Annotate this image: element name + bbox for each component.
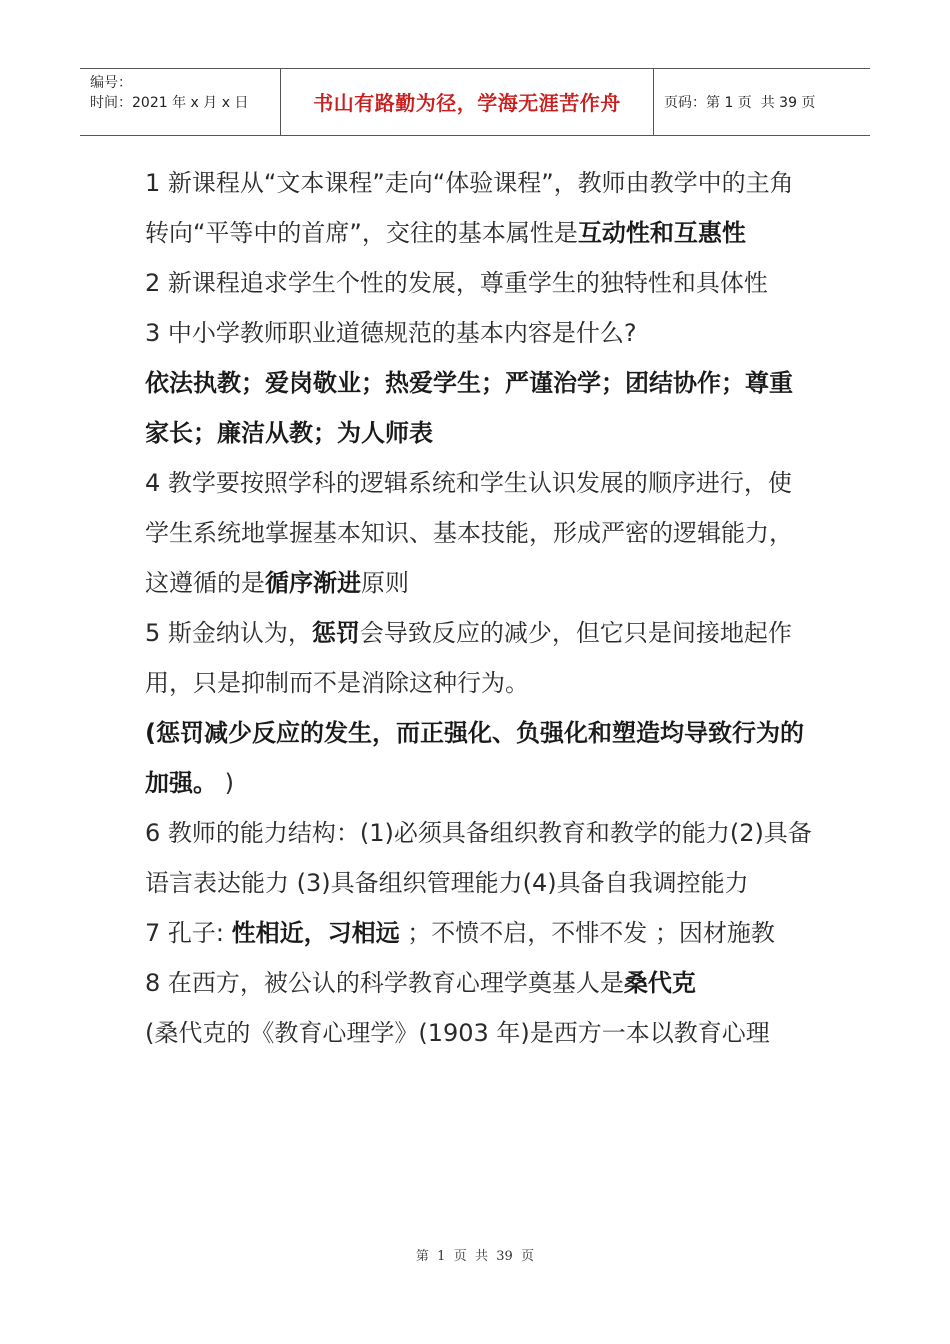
paragraph-5-emphasis: 惩罚: [311, 619, 360, 647]
document-time-label: 时间：2021 年 x 月 x 日: [90, 95, 249, 111]
paragraph-1-text: 1 新课程从“文本课程”走向“体验课程”，教师由教学中的主角转向“平等中的首席”，交往的基本属性是: [145, 169, 794, 247]
paragraph-7-text: 7 孔子:: [145, 919, 232, 947]
paragraph-5-note-close: ): [217, 769, 234, 797]
header-motto: 书山有路勤为径，学海无涯苦作舟: [281, 69, 654, 135]
paragraph-4-text: 4 教学要按照学科的逻辑系统和学生认识发展的顺序进行，使学生系统地掌握基本知识、基本技能，形成严密的逻辑能力，这遵循的是: [145, 469, 793, 597]
paragraph-3-answer-text: 依法执教；爱岗敬业；热爱学生；严谨治学；团结协作；尊重家长；廉洁从教；为人师表: [145, 369, 793, 447]
paragraph-8: [145, 958, 813, 1008]
paragraph-4-tail: 原则: [361, 569, 409, 597]
document-header: [80, 68, 870, 136]
header-meta-cell: [80, 69, 281, 135]
paragraph-5: [145, 608, 813, 708]
document-number-label: 编号：: [90, 75, 132, 91]
paragraph-7-tail: ；不愤不启，不悱不发 ；因材施教: [399, 919, 775, 947]
paragraph-1-emphasis: 互动性和互惠性: [577, 219, 746, 247]
paragraph-5-text: 5 斯金纳认为，: [145, 619, 312, 647]
paragraph-6: 6 教师的能力结构：(1)必须具备组织教育和教学的能力(2)具备语言表达能力 (3)具备组织管理能力(4)具备自我调控能力: [145, 819, 812, 897]
paragraph-7: [145, 908, 813, 958]
header-page-info: [654, 69, 870, 135]
paragraph-7-emphasis: 性相近，习相远: [231, 919, 400, 947]
paragraph-5-note: [145, 708, 813, 808]
paragraph-1: [145, 158, 813, 258]
paragraph-5-note-text: (惩罚减少反应的发生，而正强化、负强化和塑造均导致行为的加强。: [145, 719, 804, 797]
footer-page-number: 第 1 页 共 39 页: [415, 1249, 535, 1264]
paragraph-8-text: 8 在西方，被公认的科学教育心理学奠基人是: [145, 969, 624, 997]
paragraph-3: 3 中小学教师职业道德规范的基本内容是什么?: [145, 319, 637, 347]
paragraph-3-answer: [145, 358, 813, 458]
paragraph-9: (桑代克的《教育心理学》(1903 年)是西方一本以教育心理: [145, 1019, 770, 1047]
page-footer: [0, 1245, 950, 1264]
header-page-info-text: 页码：第 1 页 共 39 页: [664, 95, 816, 111]
paragraph-2: 2 新课程追求学生个性的发展，尊重学生的独特性和具体性: [145, 269, 768, 297]
paragraph-5-tail: 会导致反应的减少，但它只是间接地起作用，只是抑制而不是消除这种行为。: [145, 619, 792, 697]
document-body: [145, 158, 813, 1058]
paragraph-4: [145, 458, 813, 608]
paragraph-8-emphasis: 桑代克: [623, 969, 696, 997]
paragraph-4-emphasis: 循序渐进: [265, 569, 361, 597]
